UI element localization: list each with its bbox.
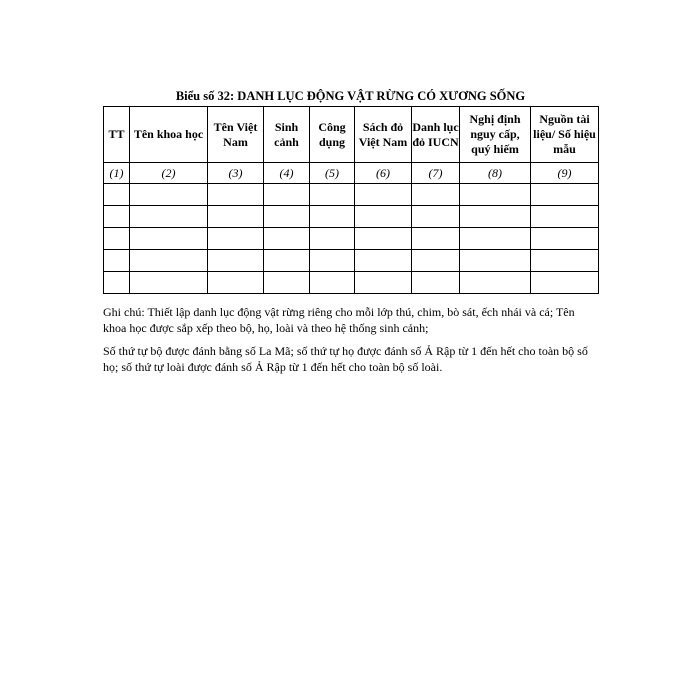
table-cell (531, 184, 599, 206)
table-cell (104, 184, 130, 206)
table-cell (412, 206, 460, 228)
column-number: (4) (264, 163, 310, 184)
column-number-row (104, 163, 599, 184)
table-cell (412, 184, 460, 206)
table-cell (264, 272, 310, 294)
header-cell-source-specimen: Nguồn tài liệu/ Số hiệu mẫu (531, 107, 599, 163)
header-row (104, 107, 599, 163)
table-cell (531, 272, 599, 294)
table-cell (130, 206, 208, 228)
table-cell (460, 184, 531, 206)
table-cell (310, 250, 355, 272)
table-cell (412, 228, 460, 250)
column-number: (1) (104, 163, 130, 184)
table-row (104, 228, 599, 250)
table-row (104, 206, 599, 228)
table-cell (355, 228, 412, 250)
table-cell (104, 250, 130, 272)
table-row (104, 272, 599, 294)
table-cell (531, 250, 599, 272)
header-cell-scientific-name: Tên khoa học (130, 107, 208, 163)
table-cell (264, 250, 310, 272)
column-number: (9) (531, 163, 599, 184)
blank-rows (104, 184, 599, 294)
header-cell-usage: Công dụng (310, 107, 355, 163)
table-cell (208, 272, 264, 294)
table-cell (460, 206, 531, 228)
column-number: (2) (130, 163, 208, 184)
table-cell (355, 206, 412, 228)
table-cell (310, 184, 355, 206)
column-number: (3) (208, 163, 264, 184)
header-cell-habitat: Sinh cảnh (264, 107, 310, 163)
table-cell (130, 272, 208, 294)
table-cell (460, 250, 531, 272)
vertebrate-inventory-table (103, 106, 599, 294)
table-row (104, 250, 599, 272)
table-cell (130, 184, 208, 206)
notes (103, 304, 598, 382)
column-number: (8) (460, 163, 531, 184)
table-cell (310, 228, 355, 250)
table-cell (460, 272, 531, 294)
header-cell-vietnamese-name: Tên Việt Nam (208, 107, 264, 163)
table-cell (310, 206, 355, 228)
table-cell (412, 250, 460, 272)
table-cell (208, 206, 264, 228)
column-number: (5) (310, 163, 355, 184)
table-cell (264, 206, 310, 228)
table-cell (104, 228, 130, 250)
header-cell-iucn-red-list: Danh lục đỏ IUCN (412, 107, 460, 163)
table-row (104, 184, 599, 206)
table-cell (355, 250, 412, 272)
column-number: (6) (355, 163, 412, 184)
table-cell (531, 228, 599, 250)
table-cell (264, 228, 310, 250)
table-cell (264, 184, 310, 206)
table-cell (355, 272, 412, 294)
table-cell (310, 272, 355, 294)
table-cell (130, 250, 208, 272)
column-number: (7) (412, 163, 460, 184)
header-cell-tt: TT (104, 107, 130, 163)
form-title: Biểu số 32: DANH LỤC ĐỘNG VẬT RỪNG CÓ XƯƠNG SỐNG (175, 89, 526, 103)
table-cell (104, 272, 130, 294)
table-cell (460, 228, 531, 250)
note-paragraph: Số thứ tự bộ được đánh bằng số La Mã; số thứ tự họ được đánh số Ả Rập từ 1 đến hết cho toàn bộ số họ; số thứ tự loài được đánh số Ả Rập từ 1 đến hết cho toàn bộ số loài. (103, 344, 588, 374)
table-cell (208, 250, 264, 272)
table-cell (531, 206, 599, 228)
table-cell (412, 272, 460, 294)
table-cell (355, 184, 412, 206)
table-cell (104, 206, 130, 228)
header-cell-vietnam-red-book: Sách đỏ Việt Nam (355, 107, 412, 163)
table-cell (208, 184, 264, 206)
table-cell (208, 228, 264, 250)
header-cell-endangered-decree: Nghị định nguy cấp, quý hiếm (460, 107, 531, 163)
table-cell (130, 228, 208, 250)
note-paragraph: Ghi chú: Thiết lập danh lục động vật rừng riêng cho mỗi lớp thú, chim, bò sát, ếch nhái và cá; Tên khoa học được sắp xếp theo bộ, họ, loài và theo hệ thống sinh cảnh; (103, 305, 575, 335)
